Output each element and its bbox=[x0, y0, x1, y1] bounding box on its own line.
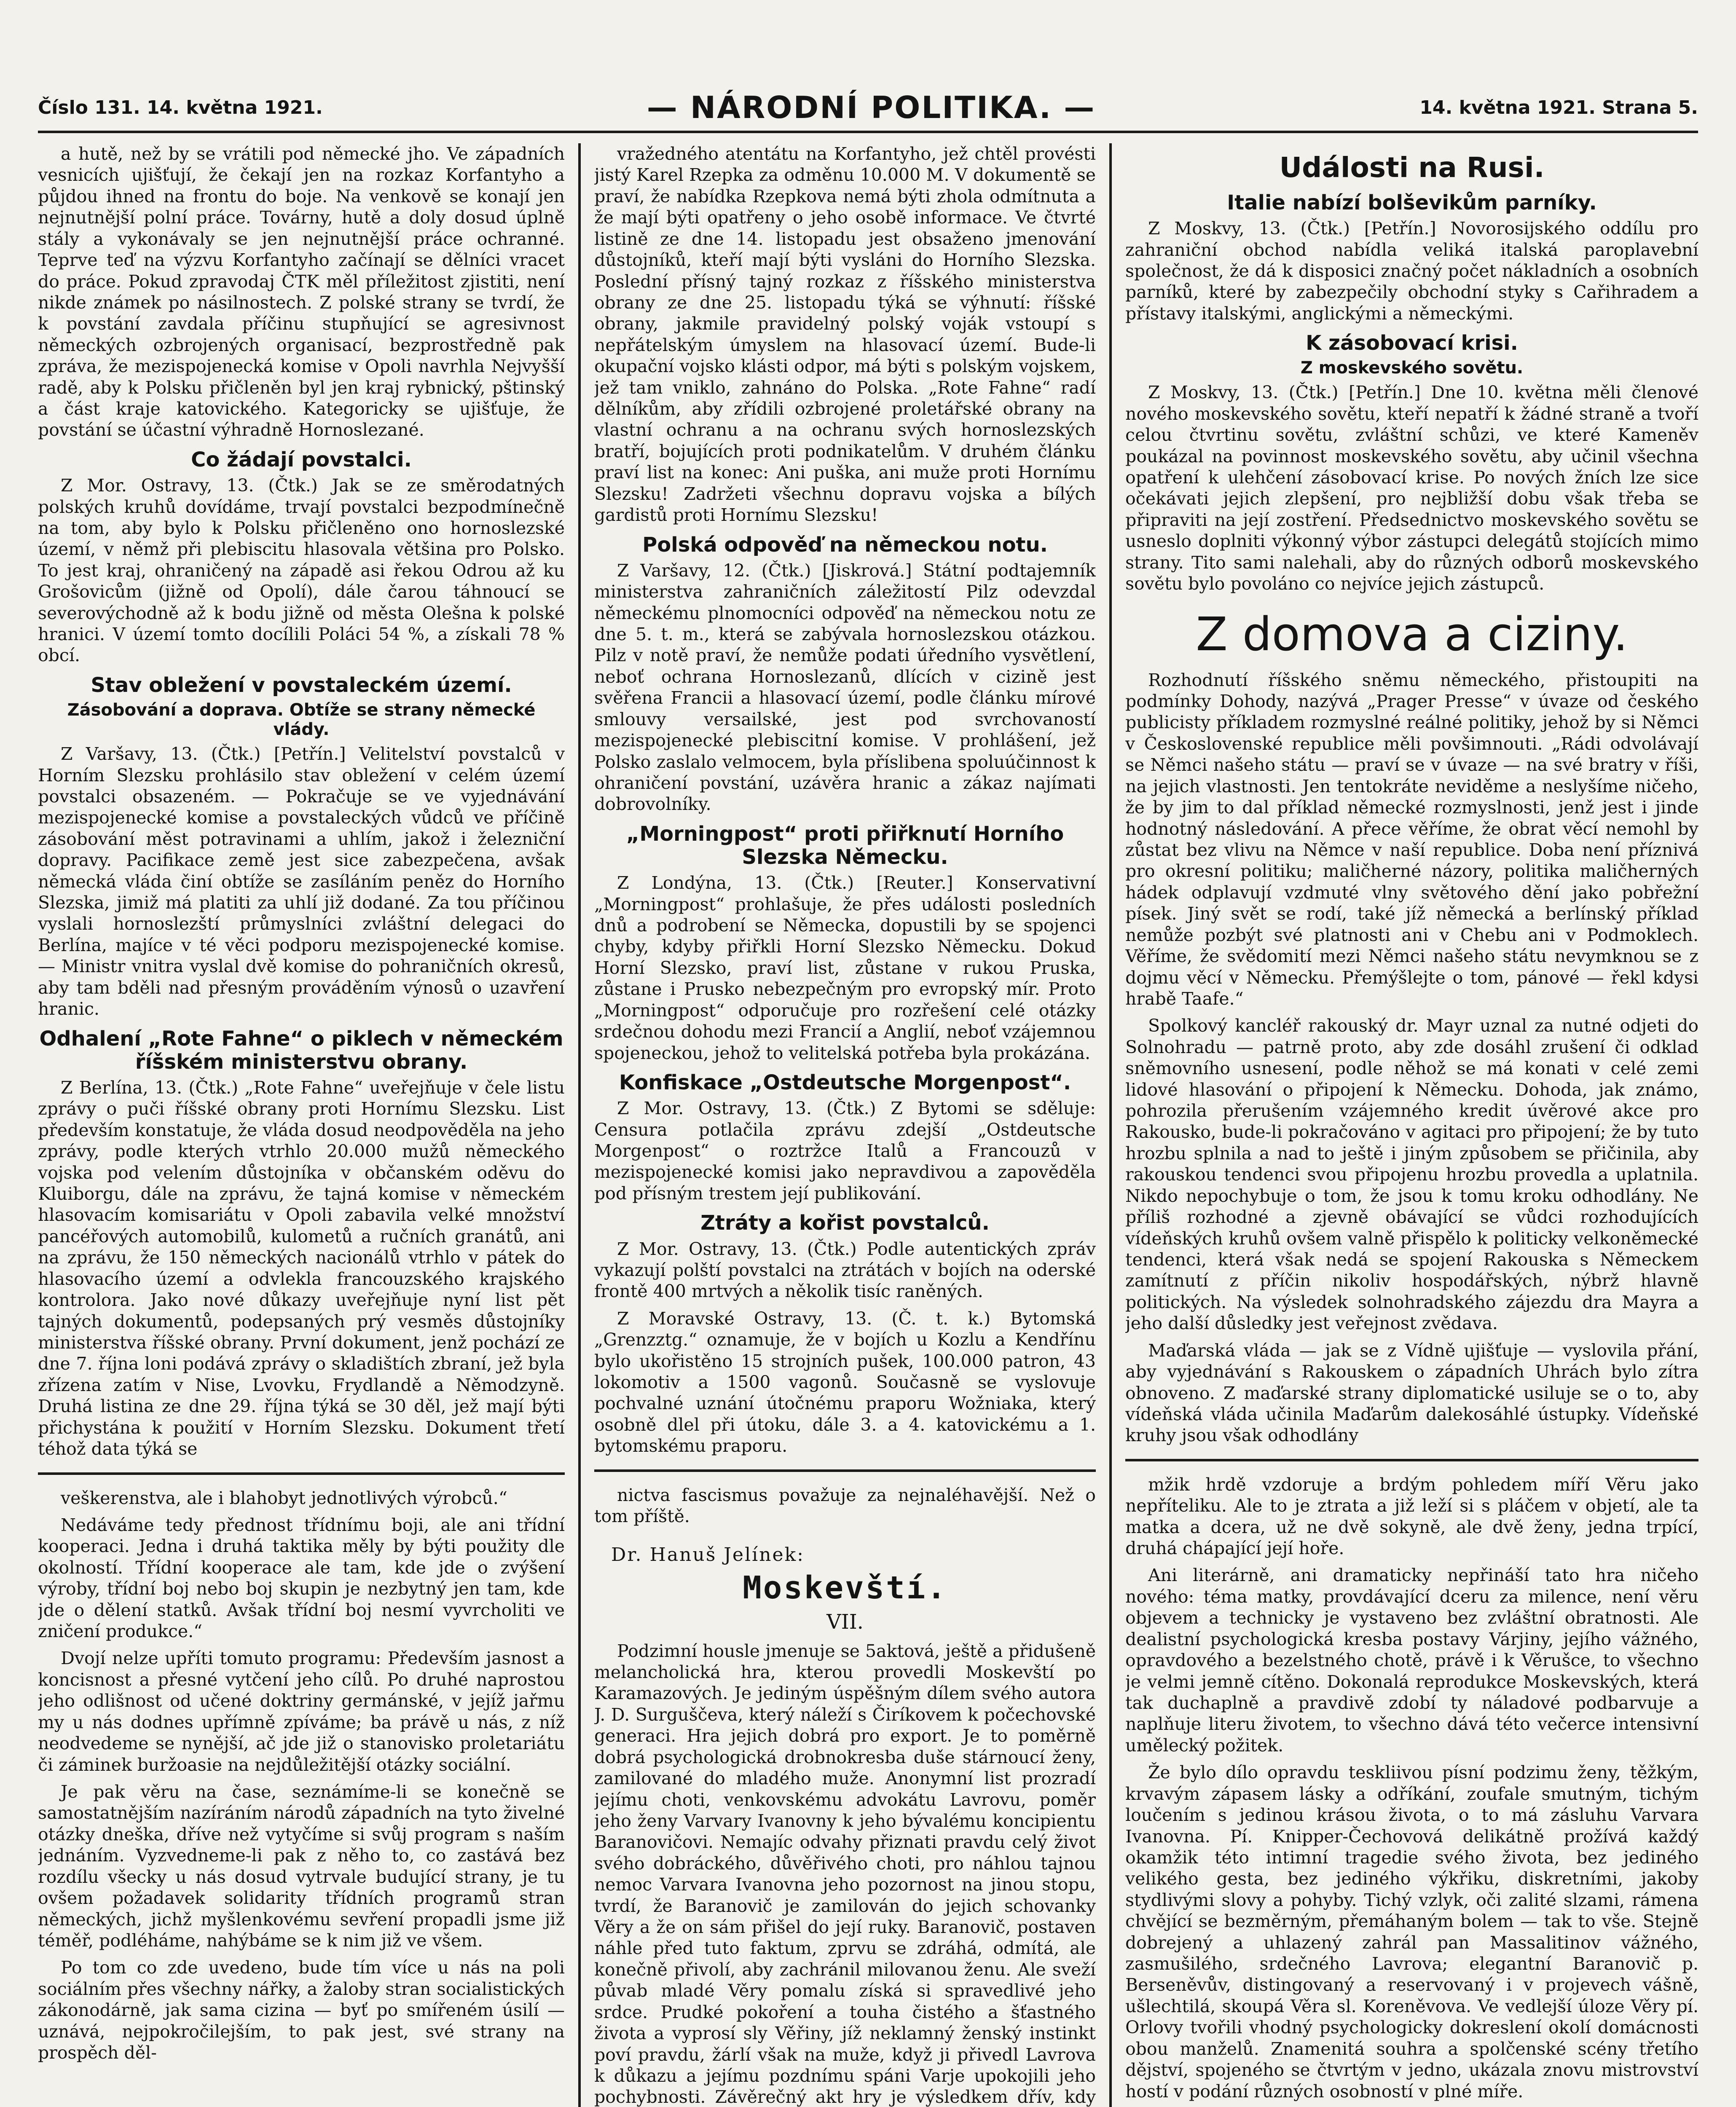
article-paragraph: Je pak věru na čase, seznámíme-li se konečně se samostatnějším nazíráním národů západních na tyto živelné otázky dneška, dříve než vytyčíme si svůj program s naším jednáním. Vyzvedneme-li pak z něho to, co zastává bez rozdílu všecky u nás dosud vytrvale budující strany, je tu ovšem požadavek solidarity třídních programů stran německých, jichž myšlenkovému sevření propadli jsme již téměř, podléháme, nahýbáme se k nim již ve všem. bbox=[38, 1782, 565, 1951]
article-heading: Odhalení „Rote Fahne“ o piklech v německém říšském ministerstvu obrany. bbox=[39, 1027, 563, 1074]
article-heading: Italie nabízí bolševikům parníky. bbox=[1227, 190, 1597, 214]
article-paragraph: Ani literárně, ani dramaticky nepřináší tato hra ničeho nového: téma matky, provdávající dceru za milence, není věru objevem a technicky je vystaveno bez zvláštní obratnosti. Ale dealistní psychologická kresba postavy Várjiny, jejího vážného, opravdového a bezelstného chotě, právě i k Věrušce, to všechno je velmi jemně cítěno. Dokonalá reprodukce Moskevských, která tak duchaplně a pravdivě zdobí ty náladové podbarvuje a naplňuje literu životem, to všechno dává této večerce intensivní umělecký požitek. bbox=[1125, 1565, 1698, 1756]
article-paragraph: Po tom co zde uvedeno, bude tím více u nás na poli sociálním přes všechny nářky, a žaloby stran socialistických zákonodárně, jak sama cizina — byť po smířeném úsilí — uznává, nejpokročilejším, to pak jest, své strany na prospěch děl- bbox=[38, 1957, 565, 2063]
article-paragraph: Nedáváme tedy přednost třídnímu boji, ale ani třídní kooperaci. Jedna i druhá taktika měly by býti použity dle okolností. Třídní kooperace ale tam, kde jde o zvýšení výroby, třídní boj nebo boj skupin je nezbytný jen tam, kde jde o dělení statků. Avšak třídní boj nesmí vyvrcholiti ve zničení produkce.“ bbox=[38, 1515, 565, 1642]
article-heading: Stav obležení v povstaleckém území. bbox=[91, 673, 512, 697]
section-heading-events: Události na Rusi. bbox=[1279, 151, 1545, 184]
article-paragraph: Z Varšavy, 13. (Čtk.) [Petřín.] Velitelství povstalců v Horním Slezsku prohlásilo stav obležení v celém území povstalci obsazeném. — Pokračuje se ve vyjednávání mezispojenecké komise a povstaleckých vůdců ve příčině zásobování měst potravinami a uhlím, jakož i železniční dopravy. Pacifikace země jest sice zabezpečena, avšak německá vláda činí obtíže se zasíláním peněz do Horního Slezska, jimiž má platiti za uhlí již dodané. Za tou příčinou vyslali hornoslezští průmyslníci zvláštní delegaci do Berlína, majíce v té věci podporu mezispojenecké komise. — Ministr vnitra vyslal dvě komise do pohraničních okresů, aby tam bděli nad přesným prováděním výnosů o uzavření hranic. bbox=[38, 744, 565, 1019]
article-paragraph: nictva fascismus považuje za nejnaléhavější. Než o tom příště. bbox=[594, 1485, 1096, 1527]
section-divider bbox=[1125, 1459, 1698, 1461]
article-paragraph: veškerenstva, ale i blahobyt jednotlivých výrobců.“ bbox=[61, 1488, 507, 1508]
column-rule bbox=[578, 143, 581, 2107]
article-heading: K zásobovací krisi. bbox=[1306, 331, 1518, 355]
article-heading: Co žádají povstalci. bbox=[191, 448, 412, 472]
article-paragraph: Z Mor. Ostravy, 13. (Čtk.) Jak se ze směrodatných polských kruhů dovídáme, trvají povstalci bezpodmínečně na tom, aby bylo k Polsku přičleněno ono hornoslezské území, v němž při plebiscitu hlasovala většina pro Polsko. To jest kraj, ohraničený na západě asi řekou Odrou až ku Grošovicům (jižně od Opolí), dále čarou táhnoucí se severovýchodně až k bodu jižně od města Olešna k polské hranici. V území tomto docílili Poláci 54 %, a získali 78 % obcí. bbox=[38, 475, 565, 666]
article-paragraph: Z Mor. Ostravy, 13. (Čtk.) Podle autentických zpráv vykazují polští povstalci na ztrátách v bojích na oderské frontě 400 mrtvých a několik tisíc raněných. bbox=[594, 1238, 1096, 1302]
page-number: 14. května 1921. Strana 5. bbox=[1419, 97, 1698, 118]
article-heading: Ztráty a kořist povstalců. bbox=[700, 1211, 990, 1235]
issue-number: Číslo 131. 14. května 1921. bbox=[38, 97, 323, 118]
section-divider bbox=[38, 1472, 565, 1475]
feuilleton-chapter: VII. bbox=[826, 1610, 864, 1634]
section-divider bbox=[594, 1469, 1096, 1472]
article-paragraph: vražedného atentátu na Korfantyho, jež chtěl provésti jistý Karel Rzepka za odměnu 10.000 M. V dokumentě se praví, že nabídka Rzepkova nemá býti zhola odmítnuta a že mají býti opatřeny o jeho osobě informace. Ve čtvrté listině ze dne 14. listopadu jest obsaženo jmenování důstojníků, kteří mají býti vysláni do Horního Slezska. Poslední přísný tajný rozkaz z říšského ministerstva obrany ze dne 25. listopadu týká se výhnutí: říšské obrany, jakmile pravidelný polský voják vstoupí s nepřátelským úmyslem na hlasovací území. Bude-li okupační vojsko klásti odpor, má býti s polským vojskem, jež tam vniklo, zahnáno do Polska. „Rote Fahne“ radí dělníkům, aby zřídili ozbrojené proletářské obrany na vlastní ochranu a na ochranu svých hornoslezských bratří, bojujících proti podnikatelům. V druhém článku praví list na konec: Ani puška, ani muže proti Hornímu Slezsku! Zadržeti všechnu dopravu vojska a bílých gardistů proti Hornímu Slezsku! bbox=[594, 144, 1096, 525]
article-paragraph: Z Varšavy, 12. (Čtk.) [Jiskrová.] Státní podtajemník ministerstva zahraničních záležitostí Pilz odevzdal německému plnomocníci odpověď na německou notu ze dne 5. t. m., která se zabývala hornoslezskou otázkou. Pilz v notě praví, že nemůže podati úředního vysvětlení, neboť ochrana Hornoslezanů, dlících v cizině jest svěřena Francii a hlasovací území, podle článku mírové smlouvy versailské, jest pod svrchovaností mezispojenecké plebiscitní komise. V prohlášení, jež Polsko zaslalo velmocem, byla příslibena spoluúčinnost k ohraničení povstání, uzávěra hranic a zákaz najímati dobrovolníky. bbox=[594, 560, 1096, 815]
newspaper-title: — NÁRODNÍ POLITIKA. — bbox=[647, 90, 1096, 125]
section-heading-home: Z domova a ciziny. bbox=[1196, 607, 1628, 661]
masthead bbox=[38, 84, 1698, 133]
article-heading: Konfiskace „Ostdeutsche Morgenpost“. bbox=[619, 1071, 1071, 1095]
column-rule bbox=[1109, 143, 1112, 2107]
article-paragraph: Z Londýna, 13. (Čtk.) [Reuter.] Konservativní „Morningpost“ prohlašuje, že přes události posledních dnů a podrobení se Německa, dopustili by se spojenci chyby, kdyby přiřkli Horní Slezsko Německu. Dokud Horní Slezsko, praví list, zůstane v rukou Pruska, zůstane i Prusko nebezpečným pro evropský mír. Proto „Morningpost“ odporučuje pro rozřešení celé otázky srdečnou dohodu mezi Francií a Anglií, neboť vzájemnou spojeneckou, jehož to velitelská potřeba byla prokázána. bbox=[594, 873, 1096, 1063]
column-left bbox=[38, 143, 565, 2107]
article-paragraph: Z Berlína, 13. (Čtk.) „Rote Fahne“ uveřejňuje v čele listu zprávy o puči říšské obrany proti Hornímu Slezsku. List především konstatuje, že vláda dosud neodpověděla na jeho zprávy, podle kterých vtrhlo 20.000 mužů německého vojska pod velením důstojníka v občanském oděvu do Kluiborgu, dále na zprávu, že tajná komise v německém hlasovacím komisariátu v Opoli zabavila velké množství pancéřových automobilů, kulometů a ručních granátů, ani na zprávu, že 150 německých nacionálů vtrhlo v pátek do hlasovacího území a odvlekla francouzského krajského kontrolora. Jako nové důkazy uveřejňuje nyní list pět tajných dokumentů, podepsaných prý vesměs důstojníky ministerstva říšské obrany. První dokument, jenž pochází ze dne 7. října loni podává zprávy o skladištích zbraní, jež byla zřízena zatím v Nise, Lvovku, Frydlandě a Němodzyně. Druhá listina ze dne 29. října týká se 30 děl, jež mají býti přichystána k použití v Horním Slezsku. Dokument třetí téhož data týká se bbox=[38, 1077, 565, 1459]
article-subheading: Zásobování a doprava. Obtíže se strany německé vlády. bbox=[67, 700, 536, 740]
article-paragraph: Že bylo dílo opravdu teskliivou písní podzimu ženy, těžkým, krvavým zápasem lásky a odříkání, zoufale smutným, tichým loučením s jedinou krásou života, o to má zásluhu Varvara Ivanovna. Pí. Knipper-Čechovová delikátně prožívá každý okamžik této intimní tragedie svého života, bez jediného velikého gesta, bez jediného výkřiku, diskretními, jakoby stydlivými slovy a pohyby. Tichý vzlyk, oči zalité slzami, rámena chvějící se bezměrným, přemáhaným bolem — tak to vše. Stejně dobrejený a uhlazený zahrál pan Massalitinov vážného, zasmušilého, srdečného Lavrova; elegantní Baranovič p. Berseněvův, distingovaný a reservovaný i v projevech vášně, ušlechtilá, skoupá Věra sl. Koreněvova. Ve vedlejší úloze Věry pí. Orlovy tvořili vhodný psychologicky dokreslení okolí domácnosti obou manželů. Znamenitá souhra a spolčenské scény třetího dějství, spojeného se čtvrtým v jedno, ukázala znovu mistrovství hostí v podání různých osobností v plné míře. bbox=[1125, 1762, 1698, 2102]
article-paragraph: Podzimní housle jmenuje se 5aktová, ještě a přidušeně melancholická hra, kterou provedli Moskevští po Karamazových. Je jediným úspěšným dílem svého autora J. D. Surguščeva, který náleží s Čiríkovem k počechovské generaci. Hra jejich dobrá pro export. Je to poměrně dobrá psychologická drobnokresba duše stárnoucí ženy, zamilované do mladého muže. Anonymní list prozradí jejímu choti, venkovskému advokátu Lavrovu, poměr jeho ženy Varvary Ivanovny k jeho bývalému koncipientu Baranovičovi. Nemajíc odvahy přiznati pravdu celý život svého dobráckého, důvěřivého choti, pro náhlou tajnou nemoc Varvara Ivanovna jeho pozornost na jinou stopu, tvrdí, že Baranovič je zamilován do jejich schovanky Věry a že on sám přišel do její ruky. Baranovič, postaven náhle před tuto faktum, zprvu se zdráhá, odmítá, ale konečně přivolí, aby zachránil milovanou ženu. Ale sveží půvab mladé Věry pomalu získá si spravedlivé jeho srdce. Prudké pokoření a touha čistého a šťastného života a vyprosí sly Věřiny, jíž neklamný ženský instinkt poví pravdu, žárlí však na muže, když ji přivedl Lavrova k důkazu a jejímu pozdnímu spáni Varje upokojili jeho pochybnosti. Závěrečný akt hry je výsledkem dřív, kdy bbox=[594, 1641, 1096, 2107]
feuilleton-title: Moskevští. bbox=[743, 1569, 947, 1606]
article-paragraph: Dvojí nelze upříti tomuto programu: Především jasnost a koncisnost a přesné vytčení jeho cílů. Po druhé naprostou jeho odlišnost od učené doktriny germánské, v jejíž jařmu my u nás dodnes upřímně zpíváme; ba právě u nás, z níž neodvedeme se nynější, ač jde již o stanovisko proletariátu či záminek buržoasie na nejdůležitější otázky sociální. bbox=[38, 1648, 565, 1775]
article-heading: „Morningpost“ proti přiřknutí Horního Slezska Německu. bbox=[626, 822, 1064, 869]
article-paragraph: Z Moskvy, 13. (Čtk.) [Petřín.] Novorosijského oddílu pro zahraniční obchod nabídla veliká italská paroplavební společnost, že dá k disposici značný počet nákladních a osobních parníků, které by zabezpečily obchodní styky s Cařihradem a přístavy italskými, anglickými a německými. bbox=[1125, 218, 1698, 324]
article-paragraph: mžik hrdě vzdoruje a brdým pohledem míří Věru jako nepříteliku. Ale to je ztrata a již leží si s pláčem v objetí, ale ta matka a dcera, už ne dvě sokyně, ale dvě ženy, jedna trpící, druhá chápající její hoře. bbox=[1125, 1474, 1698, 1559]
article-heading: Polská odpověď na německou notu. bbox=[642, 533, 1048, 557]
article-paragraph: Spolkový kancléř rakouský dr. Mayr uznal za nutné odjeti do Solnohradu — patrně proto, aby zde dosáhl zrušení či odklad sněmovního usnesení, podle něhož se má konati v celé zemi lidové hlasování o připojení k Německu. Dohoda, jak známo, pohrozila přerušením vzájemného kredit úvěrové akce pro Rakousko, bude-li pokračováno v agitaci pro připojení; že by tuto hrozbu splnila a nad to ještě i jiným způsobem se přičinila, aby rakouskou tendenci svou připojenu hrozbu provedla a uplatnila. Nikdo nepochybuje o tom, že jsou k tomu kroku odhodlány. Ne příliš rozhodné a zjevně obávající se vůdci rozhodujících vídeňských kruhů ovšem valně přispělo k politicky velkoněmecké tendenci, která však nedá se spojení Rakouska s Německem zamítnutí z příčin nikoliv hospodářských, nýbrž hlavně politických. Na výsledek solnohradského zájezdu dra Mayra a jeho další důsledky jest veřejnost zvědava. bbox=[1125, 1016, 1698, 1334]
article-paragraph: Z Moskvy, 13. (Čtk.) [Petřín.] Dne 10. května měli členové nového moskevského sovětu, kteří nepatří k žádné straně a tvoří celou čtvrtinu sovětu, zvláštní schůzi, ve které Kameněv poukázal na povinnost moskevského sovětu, aby učinil všechna opatření k ulehčení zásobovací krise. Po nových žních lze sice očekávati jejich zlepšení, pro nejbližší dobu však třeba se připraviti na její zostření. Předsednictvo moskevského sovětu se usneslo doplniti výkonný výbor zástupci delegátů stojících mimo strany. Tito sami nalehali, aby do různých odborů moskevského sovětu bylo povoláno co nejvíce jejich zástupců. bbox=[1125, 382, 1698, 594]
feuilleton-author: Dr. Hanuš Jelínek: bbox=[611, 1544, 805, 1566]
article-paragraph: Z Moravské Ostravy, 13. (Č. t. k.) Bytomská „Grenzztg.“ oznamuje, že v bojích u Kozlu a Kendřínu bylo ukořistěno 15 strojních pušek, 100.000 patron, 43 lokomotiv a 1500 vagonů. Současně se vyslovuje pochvalné uznání útočnému praporu Wožniaka, který osobně dlel při útoku, dále 3. a 4. katovickému a 1. bytomskému praporu. bbox=[594, 1308, 1096, 1456]
article-paragraph: Z Mor. Ostravy, 13. (Čtk.) Z Bytomi se sděluje: Censura potlačila zprávu zdejší „Ostdeutsche Morgenpost“ o roztržce Italů a Francouzů v mezispojenecké komisi jako nepravdivou a zapověděla pod přísným trestem její publikování. bbox=[594, 1098, 1096, 1204]
article-paragraph: Rozhodnutí říšského sněmu německého, přistoupiti na podmínky Dohody, nazývá „Prager Presse“ v úvaze od českého publicisty příkladem rozmyslné reálné politiky, jehož by si Němci v Československé republice měli povšimnouti. „Rádi odvolávají se Němci našeho státu — praví se v úvaze — na své bratry v říši, na jejich vlastnosti. Jen tentokráte neviděme a neslyšíme ničeho, že by jim to dal příklad německé rozmyslnosti, jenž jest i jinde hodnotný následování. A přece věříme, že obrat věcí nemohl by zůstat bez vlivu na Němce v naší republice. Doba není příznivá pro okresní politiku; maličherné názory, politika maličherných hádek odplavují vzdmuté vlny světového dění jako pobřežní písek. Jiný svět se rodí, také jíž německá a berlínský příklad nemůže pozbýt své platnosti ani v Chebu ani v Podmoklech. Věříme, že svědomití mezi Němci našeho státu nevymknou se z dojmu věcí v Německu. Přemýšlejte o tom, pánové — řekl kdysi hrabě Taafe.“ bbox=[1125, 670, 1698, 1009]
article-subheading: Z moskevského sovětu. bbox=[1300, 358, 1524, 378]
article-paragraph: a hutě, než by se vrátili pod německé jho. Ve západních vesnicích ujišťují, že čekají jen na rozkaz Korfantyho a půjdou ihned na frontu do boje. Na venkově se konají jen nejnutnější polní práce. Továrny, hutě a doly dosud úplně stály a vykonávaly se jen nejnutnější práce ochranné. Teprve teď na výzvu Korfantyho začínají se dělníci vracet do práce. Pokud zpravodaj ČTK měl příležitost zjistiti, není nikde známek po násilnostech. Z polské strany se tvrdí, že k povstání zavdala příčinu stupňující se agresivnost německých ozbrojených organisací, bezprostředně pak zpráva, že mezispojenecká komise v Opoli navrhla Nejvyšší radě, aby k Polsku přičleněn byl jen kraj rybnický, pštinský a část kraje katovického. Kategoricky se ujišťuje, že povstání se účastní výhradně Hornoslezané. bbox=[38, 144, 565, 440]
column-middle bbox=[594, 143, 1096, 2107]
article-paragraph: Maďarská vláda — jak se z Vídně ujišťuje — vyslovila přání, aby vyjednávání s Rakouskem o západních Uhrách bylo zítra obnoveno. Z maďarské strany diplomatické usiluje se o to, aby vídeňská vláda učinila Maďarům dalekosáhlé ústupky. Vídeňské kruhy jsou však odhodlány bbox=[1125, 1340, 1698, 1446]
column-right bbox=[1125, 143, 1698, 2107]
